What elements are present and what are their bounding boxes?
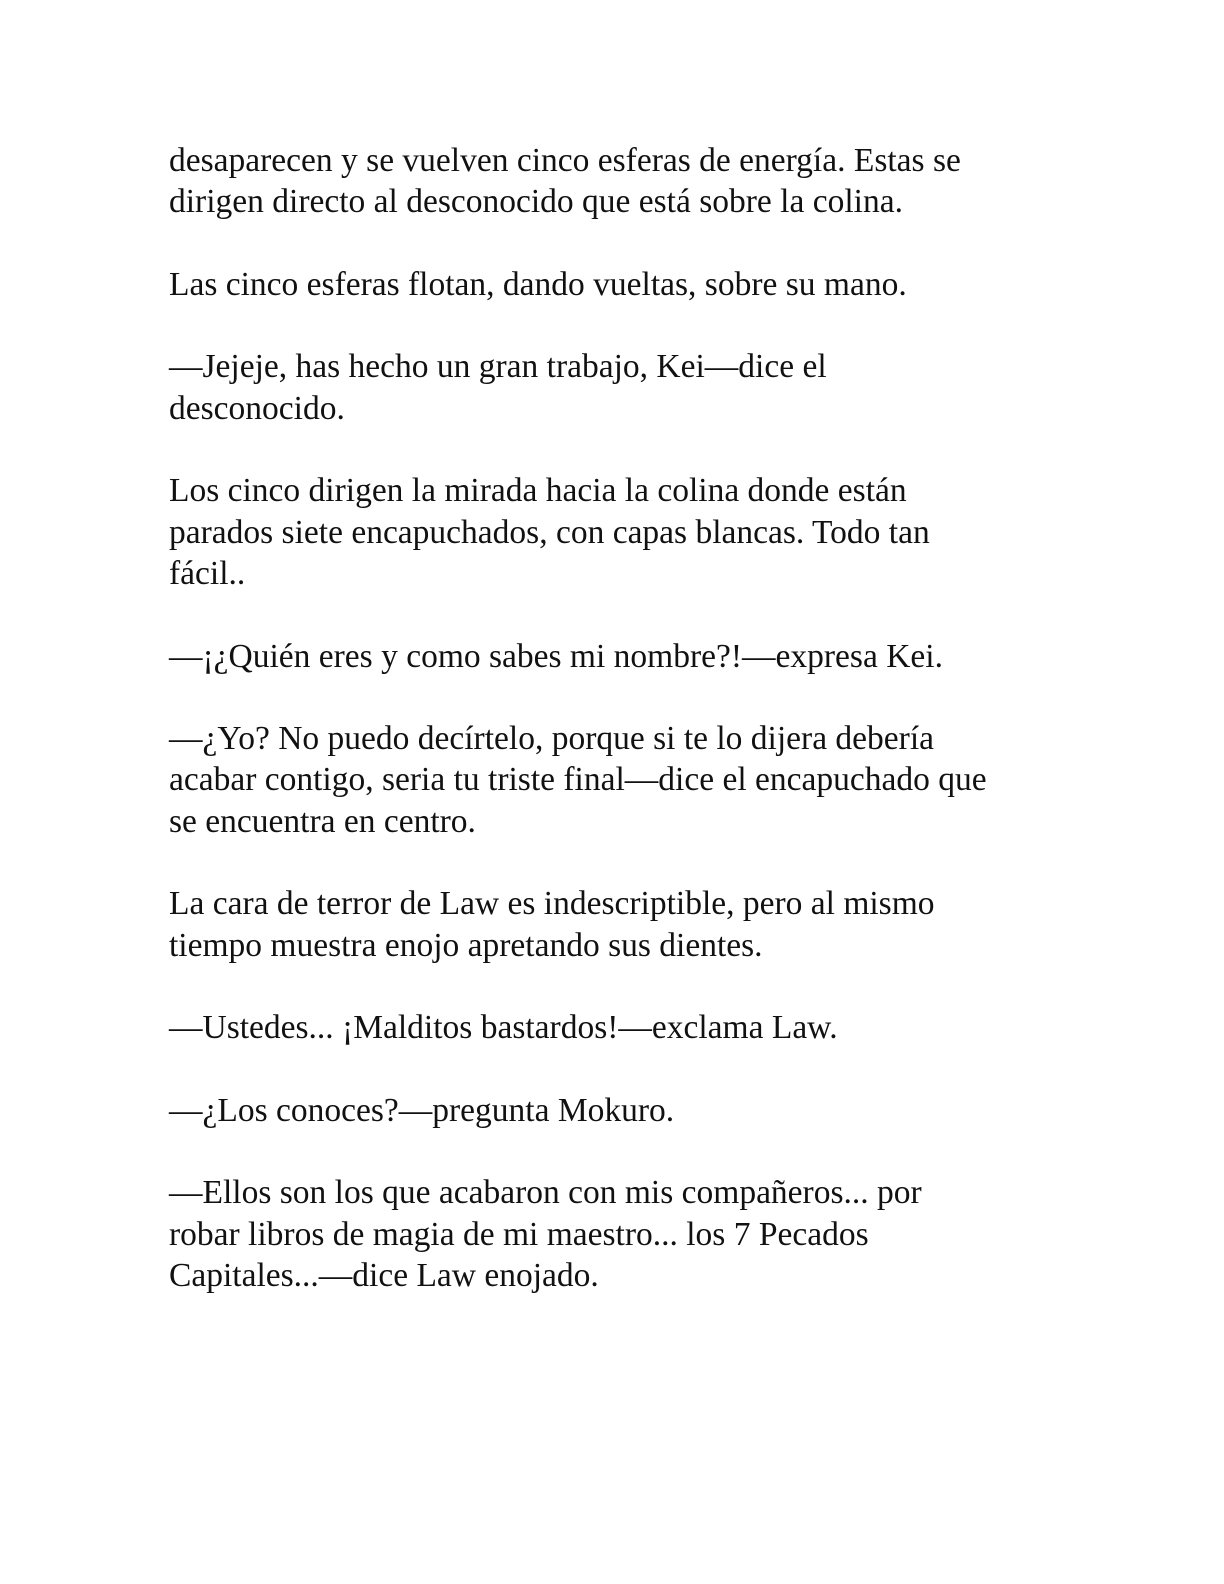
paragraph-7: La cara de terror de Law es indescriptible, pero al mismo tiempo muestra enojo apretando sus dientes.: [169, 885, 935, 964]
paragraph-9: —¿Los conoces?—pregunta Mokuro.: [169, 1091, 675, 1129]
paragraph-2: Las cinco esferas flotan, dando vueltas, sobre su mano.: [169, 265, 907, 303]
paragraph-5: —¡¿Quién eres y como sabes mi nombre?!—expresa Kei.: [169, 637, 943, 675]
paragraph-4: Los cinco dirigen la mirada hacia la colina donde están parados siete encapuchados, con capas blancas. Todo tan fácil..: [169, 472, 930, 592]
paragraph-8: —Ustedes... ¡Malditos bastardos!—exclama Law.: [169, 1009, 838, 1047]
body-text: [169, 140, 1069, 1338]
paragraph-3: —Jejeje, has hecho un gran trabajo, Kei—dice el desconocido.: [169, 348, 827, 427]
paragraph-10: —Ellos son los que acabaron con mis compañeros... por robar libros de magia de mi maestro... los 7 Pecados Capitales...—dice Law enojado.: [169, 1174, 922, 1295]
paragraph-6: —¿Yo? No puedo decírtelo, porque si te lo dijera debería acabar contigo, seria tu triste final—dice el encapuchado que se encuentra en centro.: [169, 720, 987, 840]
paragraph-1: desaparecen y se vuelven cinco esferas de energía. Estas se dirigen directo al desconocido que está sobre la colina.: [169, 142, 961, 221]
